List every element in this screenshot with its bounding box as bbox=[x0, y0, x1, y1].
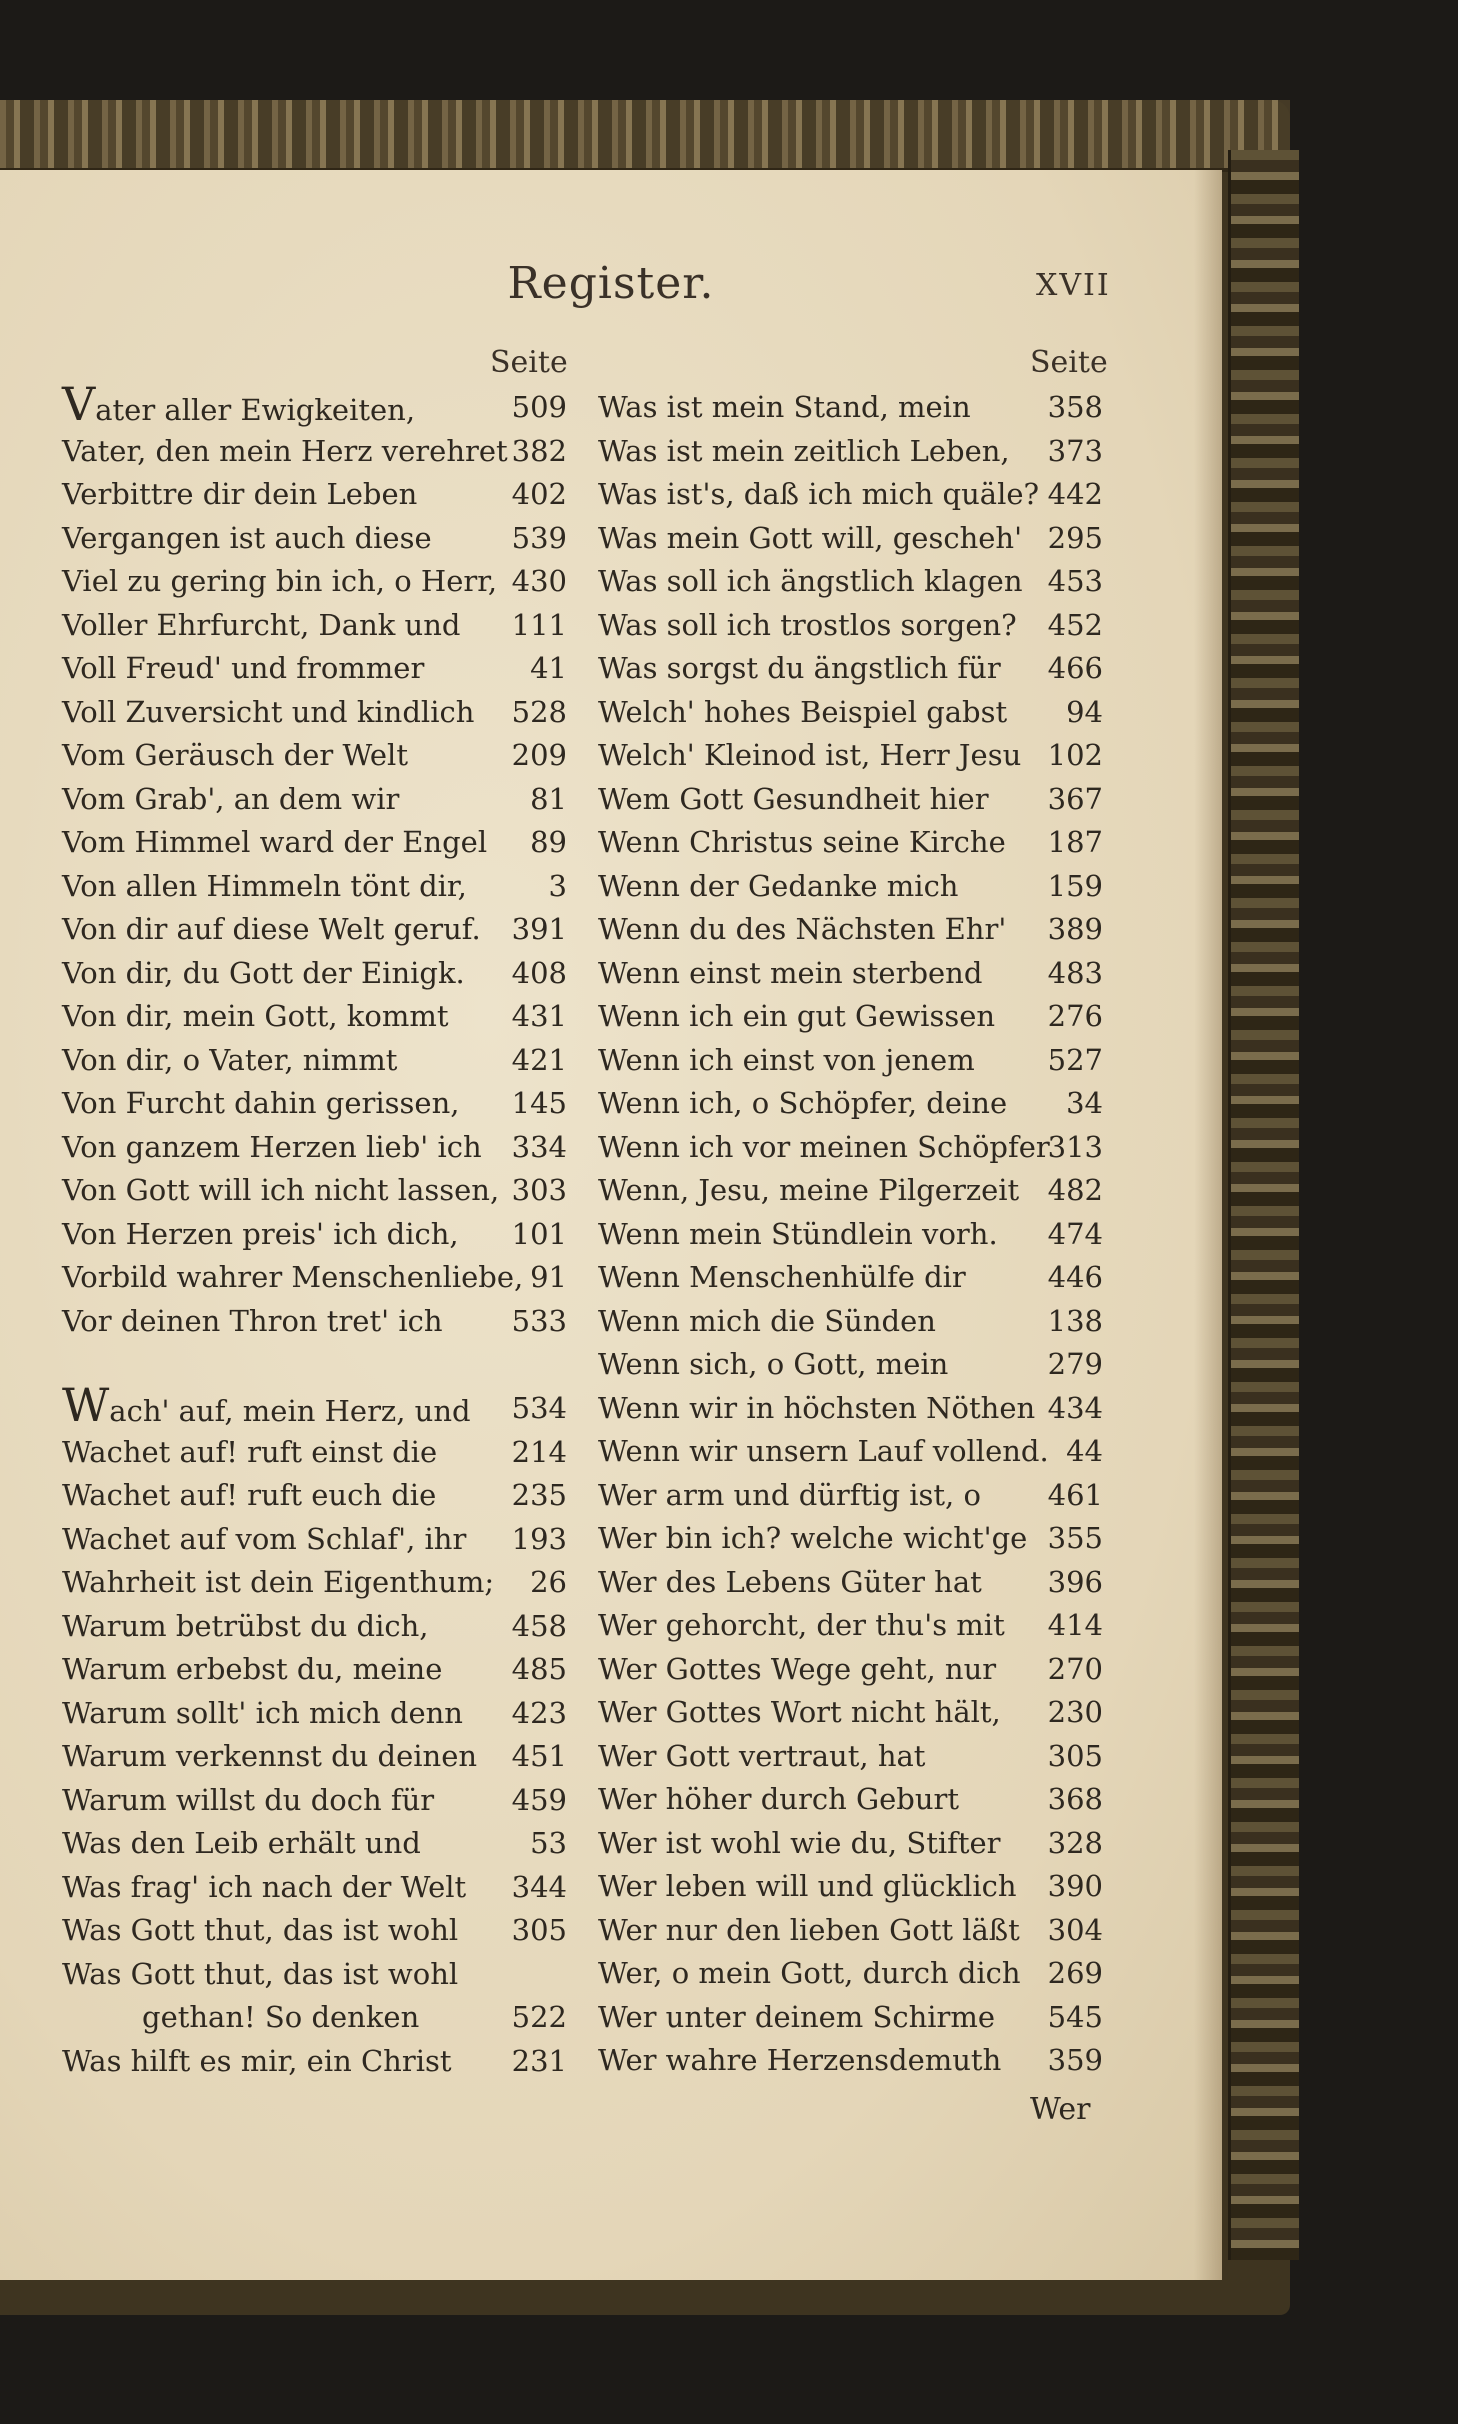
entry-page: 459 bbox=[511, 1782, 567, 1817]
entry-page: 421 bbox=[511, 1042, 567, 1077]
entry-title: Wenn mich die Sünden bbox=[598, 1303, 936, 1338]
entry-page: 34 bbox=[1066, 1086, 1103, 1120]
entry-title: Voll Freud' und frommer bbox=[62, 651, 425, 685]
entry-page: 451 bbox=[511, 1739, 567, 1773]
entry-title: Wer unter deinem Schirme bbox=[598, 1999, 996, 2034]
entry-page: 295 bbox=[1047, 520, 1103, 555]
entry-page: 485 bbox=[511, 1652, 567, 1686]
index-entry bbox=[598, 1256, 1103, 1300]
entry-page: 545 bbox=[1047, 1999, 1103, 2034]
index-entry bbox=[62, 1082, 567, 1126]
index-entry bbox=[62, 995, 567, 1039]
page-number: XVII bbox=[1036, 268, 1111, 303]
entry-page: 373 bbox=[1047, 433, 1103, 468]
entry-page: 214 bbox=[511, 1434, 567, 1469]
entry-title: Was den Leib erhält und bbox=[62, 1826, 421, 1860]
entry-page: 334 bbox=[511, 1129, 567, 1164]
index-entry bbox=[62, 1378, 567, 1432]
entry-page: 270 bbox=[1047, 1651, 1103, 1686]
entry-title: Wer nur den lieben Gott läßt bbox=[598, 1912, 1020, 1947]
index-entry bbox=[62, 865, 567, 909]
index-entry bbox=[598, 1691, 1103, 1735]
ornamental-border bbox=[0, 100, 1290, 172]
index-entry bbox=[62, 1039, 567, 1083]
index-entry bbox=[598, 1517, 1103, 1561]
entry-title: Vergangen ist auch diese bbox=[62, 520, 432, 555]
right-index-column bbox=[598, 386, 1103, 2083]
entry-title: gethan! So denken bbox=[142, 2000, 420, 2034]
index-entry bbox=[598, 386, 1103, 430]
index-entry bbox=[62, 430, 567, 474]
index-entry bbox=[62, 473, 567, 517]
entry-page: 193 bbox=[511, 1521, 567, 1556]
index-entry bbox=[62, 1822, 567, 1866]
index-entry bbox=[598, 1387, 1103, 1431]
entry-title: Wenn ich ein gut Gewissen bbox=[598, 999, 996, 1033]
index-entry bbox=[62, 1213, 567, 1257]
entry-title: Warum betrübst du dich, bbox=[62, 1608, 429, 1643]
index-entry bbox=[598, 1300, 1103, 1344]
entry-title: Wem Gott Gesundheit hier bbox=[598, 781, 989, 816]
index-entry bbox=[62, 1735, 567, 1779]
entry-page: 402 bbox=[511, 477, 567, 511]
index-entry bbox=[598, 1082, 1103, 1126]
entry-title: Wenn wir in höchsten Nöthen bbox=[598, 1390, 1036, 1425]
entry-page: 344 bbox=[511, 1869, 567, 1904]
entry-page: 483 bbox=[1047, 955, 1103, 990]
entry-page: 235 bbox=[511, 1478, 567, 1512]
entry-title: Wenn ich vor meinen Schöpfer bbox=[598, 1129, 1050, 1164]
entry-page: 452 bbox=[1047, 607, 1103, 642]
index-entry bbox=[598, 865, 1103, 909]
entry-title: Warum willst du doch für bbox=[62, 1782, 435, 1817]
entry-page: 305 bbox=[1047, 1738, 1103, 1773]
entry-title: Wenn ich einst von jenem bbox=[598, 1042, 975, 1077]
entry-title: Von ganzem Herzen lieb' ich bbox=[62, 1129, 482, 1164]
entry-page: 111 bbox=[511, 607, 567, 642]
entry-title: Wer Gottes Wege geht, nur bbox=[598, 1651, 997, 1686]
entry-page: 453 bbox=[1047, 564, 1103, 598]
entry-title: Verbittre dir dein Leben bbox=[62, 477, 418, 511]
index-entry bbox=[598, 952, 1103, 996]
entry-page: 527 bbox=[1047, 1042, 1103, 1077]
entry-title: Wenn du des Nächsten Ehr' bbox=[598, 912, 1007, 946]
index-entry bbox=[62, 647, 567, 691]
entry-title: Von Gott will ich nicht lassen, bbox=[62, 1173, 500, 1207]
entry-page: 382 bbox=[511, 433, 567, 468]
entry-page: 44 bbox=[1066, 1434, 1103, 1468]
entry-page: 94 bbox=[1066, 694, 1103, 729]
right-column-header: Seite bbox=[1030, 345, 1108, 380]
index-entry bbox=[598, 691, 1103, 735]
entry-title: Was ist mein Stand, mein bbox=[598, 390, 971, 424]
index-entry bbox=[62, 821, 567, 865]
entry-title: Warum erbebst du, meine bbox=[62, 1652, 443, 1686]
entry-page: 434 bbox=[1047, 1390, 1103, 1425]
index-entry bbox=[598, 1648, 1103, 1692]
entry-page: 231 bbox=[511, 2043, 567, 2078]
entry-title: Was hilft es mir, ein Christ bbox=[62, 2043, 452, 2078]
index-entry bbox=[598, 2039, 1103, 2083]
index-entry bbox=[62, 1518, 567, 1562]
entry-title: Wenn mein Stündlein vorh. bbox=[598, 1216, 998, 1251]
page-gutter-shadow bbox=[1194, 170, 1222, 2280]
entry-page: 305 bbox=[511, 1913, 567, 1947]
entry-title: Vater aller Ewigkeiten, bbox=[62, 377, 416, 431]
index-entry bbox=[598, 1430, 1103, 1474]
entry-page: 101 bbox=[511, 1216, 567, 1251]
index-entry bbox=[598, 1735, 1103, 1779]
entry-page: 313 bbox=[1047, 1129, 1103, 1164]
entry-page: 461 bbox=[1047, 1477, 1103, 1512]
entry-page: 390 bbox=[1047, 1869, 1103, 1903]
entry-title: Was sorgst du ängstlich für bbox=[598, 651, 1001, 685]
index-entry bbox=[62, 952, 567, 996]
page-title: Register. bbox=[507, 258, 715, 309]
index-entry bbox=[62, 1692, 567, 1736]
index-entry bbox=[598, 473, 1103, 517]
index-entry bbox=[62, 1126, 567, 1170]
index-entry bbox=[598, 1169, 1103, 1213]
index-entry bbox=[598, 1039, 1103, 1083]
entry-page: 368 bbox=[1047, 1782, 1103, 1816]
entry-title: Wahrheit ist dein Eigenthum; bbox=[62, 1565, 495, 1599]
index-entry bbox=[598, 1996, 1103, 2040]
entry-page: 442 bbox=[1047, 477, 1103, 511]
entry-title: Wenn der Gedanke mich bbox=[598, 868, 959, 903]
entry-page: 81 bbox=[530, 781, 567, 816]
entry-title: Wer arm und dürftig ist, o bbox=[598, 1477, 981, 1512]
entry-title: Wenn sich, o Gott, mein bbox=[598, 1347, 949, 1381]
index-entry bbox=[62, 1605, 567, 1649]
entry-page: 209 bbox=[511, 738, 567, 772]
index-entry bbox=[598, 778, 1103, 822]
index-entry bbox=[598, 1822, 1103, 1866]
entry-page: 102 bbox=[1047, 738, 1103, 772]
entry-page: 474 bbox=[1047, 1216, 1103, 1251]
index-entry bbox=[598, 734, 1103, 778]
index-entry bbox=[598, 995, 1103, 1039]
left-column-header: Seite bbox=[490, 345, 568, 380]
index-entry bbox=[62, 1474, 567, 1518]
entry-page: 89 bbox=[530, 825, 567, 859]
entry-page: 3 bbox=[548, 868, 567, 903]
entry-title: Wer des Lebens Güter hat bbox=[598, 1564, 982, 1599]
entry-page: 431 bbox=[511, 999, 567, 1033]
index-entry bbox=[62, 734, 567, 778]
entry-title: Wer ist wohl wie du, Stifter bbox=[598, 1825, 1001, 1860]
index-entry bbox=[598, 1778, 1103, 1822]
entry-title: Von dir auf diese Welt geruf. bbox=[62, 912, 481, 946]
entry-page: 279 bbox=[1047, 1347, 1103, 1381]
entry-title: Vom Grab', an dem wir bbox=[62, 781, 400, 816]
entry-title: Wenn Menschenhülfe dir bbox=[598, 1260, 966, 1294]
index-entry bbox=[62, 1953, 567, 1997]
entry-page: 482 bbox=[1047, 1173, 1103, 1207]
entry-title: Wenn wir unsern Lauf vollend. bbox=[598, 1434, 1049, 1468]
index-entry bbox=[598, 908, 1103, 952]
index-entry bbox=[62, 1866, 567, 1910]
index-entry bbox=[62, 1909, 567, 1953]
index-entry bbox=[598, 1213, 1103, 1257]
entry-title: Von dir, mein Gott, kommt bbox=[62, 999, 449, 1033]
entry-title: Vorbild wahrer Menschenliebe, bbox=[62, 1260, 524, 1294]
entry-title: Wachet auf! ruft euch die bbox=[62, 1478, 437, 1512]
entry-page: 391 bbox=[511, 912, 567, 946]
entry-page: 26 bbox=[530, 1565, 567, 1599]
index-entry bbox=[62, 1169, 567, 1213]
entry-title: Wenn Christus seine Kirche bbox=[598, 825, 1006, 859]
entry-title: Wer gehorcht, der thu's mit bbox=[598, 1608, 1005, 1642]
index-entry bbox=[598, 1952, 1103, 1996]
entry-title: Von allen Himmeln tönt dir, bbox=[62, 868, 467, 903]
entry-title: Vater, den mein Herz verehret bbox=[62, 433, 508, 468]
entry-page: 145 bbox=[511, 1086, 567, 1120]
index-entry bbox=[598, 821, 1103, 865]
index-entry bbox=[62, 908, 567, 952]
entry-page: 358 bbox=[1047, 390, 1103, 424]
entry-title: Was soll ich ängstlich klagen bbox=[598, 564, 1023, 598]
entry-page: 528 bbox=[511, 694, 567, 729]
book-spine bbox=[1228, 150, 1299, 2260]
index-entry bbox=[62, 377, 567, 431]
index-entry bbox=[598, 647, 1103, 691]
entry-title: Was Gott thut, das ist wohl bbox=[62, 1956, 459, 1991]
entry-page: 408 bbox=[511, 955, 567, 990]
entry-page: 430 bbox=[511, 564, 567, 598]
entry-title: Vor deinen Thron tret' ich bbox=[62, 1303, 443, 1338]
entry-page: 138 bbox=[1047, 1303, 1103, 1338]
catchword: Wer bbox=[1030, 2092, 1091, 2127]
entry-page: 187 bbox=[1047, 825, 1103, 859]
index-entry bbox=[62, 1648, 567, 1692]
index-entry bbox=[598, 1909, 1103, 1953]
entry-title: Warum verkennst du deinen bbox=[62, 1739, 478, 1773]
index-entry bbox=[598, 517, 1103, 561]
entry-title: Wer, o mein Gott, durch dich bbox=[598, 1956, 1021, 1990]
entry-title: Was ist mein zeitlich Leben, bbox=[598, 433, 1010, 468]
entry-page: 396 bbox=[1047, 1564, 1103, 1599]
entry-page: 509 bbox=[511, 390, 567, 424]
entry-title: Wenn einst mein sterbend bbox=[598, 955, 983, 990]
entry-title: Wach' auf, mein Herz, und bbox=[62, 1378, 471, 1432]
entry-page: 53 bbox=[530, 1826, 567, 1860]
entry-title: Was mein Gott will, gescheh' bbox=[598, 520, 1023, 555]
index-entry bbox=[598, 1561, 1103, 1605]
index-entry bbox=[598, 1604, 1103, 1648]
entry-page: 359 bbox=[1047, 2043, 1103, 2077]
entry-page: 533 bbox=[511, 1303, 567, 1338]
index-entry bbox=[62, 1431, 567, 1475]
entry-page: 423 bbox=[511, 1695, 567, 1730]
entry-title: Von dir, du Gott der Einigk. bbox=[62, 955, 465, 990]
entry-title: Wenn ich, o Schöpfer, deine bbox=[598, 1086, 1008, 1120]
entry-title: Wer bin ich? welche wicht'ge bbox=[598, 1521, 1028, 1555]
entry-page: 41 bbox=[530, 651, 567, 685]
entry-title: Wenn, Jesu, meine Pilgerzeit bbox=[598, 1173, 1020, 1207]
index-entry bbox=[598, 1865, 1103, 1909]
entry-title: Vom Himmel ward der Engel bbox=[62, 825, 488, 859]
index-entry bbox=[62, 604, 567, 648]
entry-page: 539 bbox=[511, 520, 567, 555]
entry-title: Welch' Kleinod ist, Herr Jesu bbox=[598, 738, 1022, 772]
entry-title: Viel zu gering bin ich, o Herr, bbox=[62, 564, 498, 598]
entry-page: 276 bbox=[1047, 999, 1103, 1033]
entry-page: 269 bbox=[1047, 1956, 1103, 1990]
entry-title: Von Furcht dahin gerissen, bbox=[62, 1086, 460, 1120]
index-entry bbox=[62, 778, 567, 822]
index-entry bbox=[62, 2040, 567, 2084]
entry-page: 328 bbox=[1047, 1825, 1103, 1860]
entry-page: 522 bbox=[511, 2000, 567, 2034]
index-entry bbox=[598, 1474, 1103, 1518]
index-entry bbox=[62, 691, 567, 735]
index-entry bbox=[598, 1126, 1103, 1170]
entry-title: Voller Ehrfurcht, Dank und bbox=[62, 607, 461, 642]
entry-page: 355 bbox=[1047, 1521, 1103, 1555]
entry-title: Wer Gott vertraut, hat bbox=[598, 1738, 926, 1773]
entry-page: 534 bbox=[511, 1391, 567, 1425]
entry-page: 230 bbox=[1047, 1695, 1103, 1729]
index-entry bbox=[62, 1561, 567, 1605]
index-entry bbox=[598, 604, 1103, 648]
entry-title: Was soll ich trostlos sorgen? bbox=[598, 607, 1017, 642]
entry-title: Was frag' ich nach der Welt bbox=[62, 1869, 467, 1904]
index-entry bbox=[598, 1343, 1103, 1387]
left-index-column bbox=[62, 377, 567, 2083]
entry-title: Was Gott thut, das ist wohl bbox=[62, 1913, 459, 1947]
index-entry bbox=[62, 1996, 567, 2040]
entry-page: 303 bbox=[511, 1173, 567, 1207]
index-entry bbox=[62, 1300, 567, 1344]
entry-title: Von Herzen preis' ich dich, bbox=[62, 1216, 459, 1251]
entry-title: Warum sollt' ich mich denn bbox=[62, 1695, 463, 1730]
entry-page: 91 bbox=[530, 1260, 567, 1294]
entry-title: Von dir, o Vater, nimmt bbox=[62, 1042, 398, 1077]
index-entry bbox=[598, 560, 1103, 604]
entry-page: 458 bbox=[511, 1608, 567, 1643]
entry-title: Wachet auf! ruft einst die bbox=[62, 1434, 438, 1469]
entry-title: Wachet auf vom Schlaf', ihr bbox=[62, 1521, 467, 1556]
entry-page: 159 bbox=[1047, 868, 1103, 903]
entry-title: Wer höher durch Geburt bbox=[598, 1782, 960, 1816]
entry-page: 304 bbox=[1047, 1912, 1103, 1947]
entry-page: 446 bbox=[1047, 1260, 1103, 1294]
index-entry bbox=[62, 1779, 567, 1823]
entry-title: Was ist's, daß ich mich quäle? bbox=[598, 477, 1040, 511]
entry-title: Wer wahre Herzensdemuth bbox=[598, 2043, 1002, 2077]
index-entry bbox=[598, 430, 1103, 474]
entry-title: Welch' hohes Beispiel gabst bbox=[598, 694, 1008, 729]
entry-page: 389 bbox=[1047, 912, 1103, 946]
entry-title: Wer Gottes Wort nicht hält, bbox=[598, 1695, 1001, 1729]
entry-title: Vom Geräusch der Welt bbox=[62, 738, 408, 772]
entry-title: Voll Zuversicht und kindlich bbox=[62, 694, 475, 729]
entry-page: 466 bbox=[1047, 651, 1103, 685]
index-entry bbox=[62, 560, 567, 604]
entry-title: Wer leben will und glücklich bbox=[598, 1869, 1017, 1903]
index-entry bbox=[62, 517, 567, 561]
index-entry bbox=[62, 1256, 567, 1300]
entry-page: 414 bbox=[1047, 1608, 1103, 1642]
entry-page: 367 bbox=[1047, 781, 1103, 816]
